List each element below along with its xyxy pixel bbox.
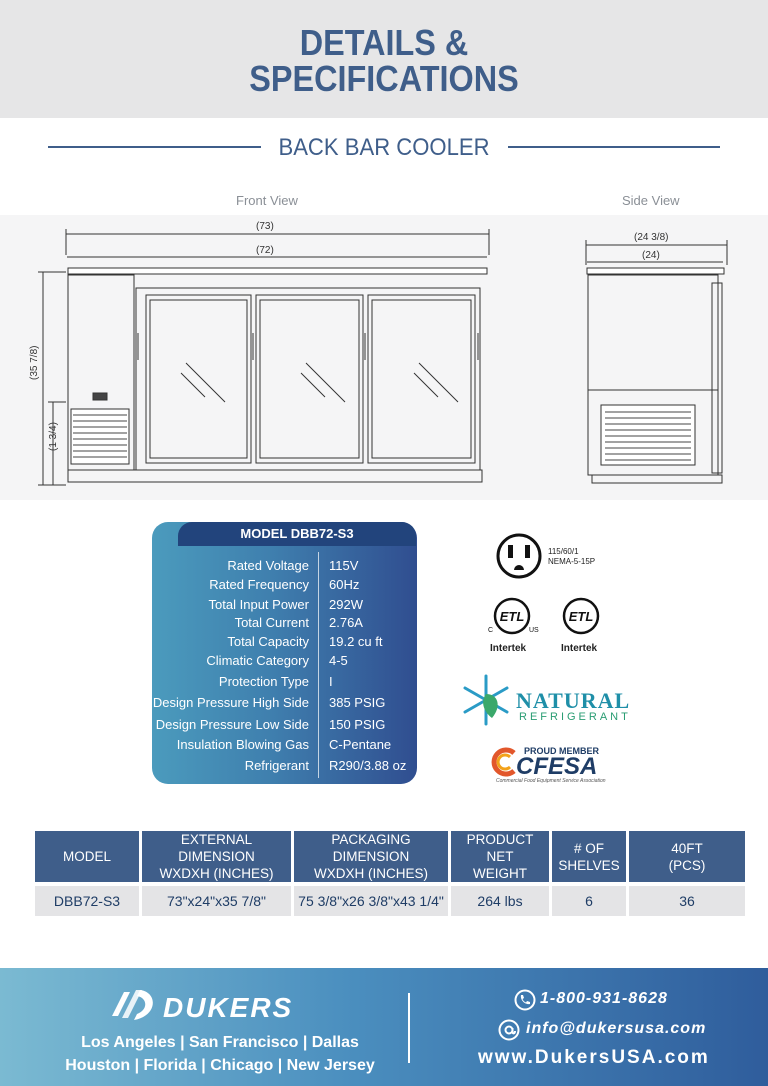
spec-row-climatic [152,653,417,673]
spec-row-input-power [152,597,417,617]
cell-external-dimension: 73"x24"x35 7/8" [142,886,291,916]
footer-divider [408,993,410,1063]
dim-base: (1 3/4) [48,422,59,451]
snowflake-leaf-icon [458,672,514,728]
etl-us: US [529,627,539,634]
th-line1: EXTERNAL DIMENSION [178,832,255,864]
cell-40ft: 36 [629,886,745,916]
spec-value: 292W [329,597,363,612]
spec-label: Rated Frequency [209,577,309,592]
spec-value: 150 PSIG [329,717,386,732]
etl-c: C [488,627,494,634]
th-line2: (PCS) [668,857,706,873]
spec-label: Refrigerant [244,758,309,773]
spec-row-blowing-gas [152,737,417,757]
email-icon [498,1019,520,1041]
dim-front-outer: (73) [256,221,274,232]
page-title-line1: DETAILS & [299,22,469,63]
spec-value: 2.76A [329,615,363,630]
th-shelves [552,831,626,882]
th-line1: # OF [573,840,604,856]
th-line2: WEIGHT [473,866,527,881]
cities-line2: Houston | Florida | Chicago | New Jersey [65,1057,375,1074]
spec-label: Insulation Blowing Gas [176,737,309,752]
cfesa-wordmark: CFESA [516,753,598,780]
dukers-logo-icon [104,986,160,1026]
table-header-row [35,831,745,882]
cell-shelves: 6 [552,886,626,916]
header-band [0,0,768,118]
divider-right [508,146,720,148]
natural-subtitle: REFRIGERANT [519,711,631,723]
etl-listed-icon [484,596,540,640]
th-external-dimension [142,831,291,882]
spec-row-high-side [152,695,417,715]
cell-packaging-dimension: 75 3/8"x26 3/8"x43 1/4" [294,886,448,916]
spec-row-refrigerant [152,758,417,778]
spec-value: 4-5 [329,653,348,668]
front-view-cabinet [68,268,487,482]
spec-row-frequency [152,577,417,597]
spec-label: Protection Type [218,674,309,689]
technical-drawing [0,215,768,500]
th-40ft [629,831,745,882]
spec-value: R290/3.88 oz [329,758,407,773]
spec-value: 60Hz [329,577,360,592]
brand-name: DUKERS [163,992,294,1023]
etl-mark-right: ETL [568,609,594,624]
plug-spec-line2: NEMA-5-15P [548,557,596,566]
phone-number[interactable]: 1-800-931-8628 [540,990,668,1007]
spec-label: Rated Voltage [227,558,309,573]
th-line2: WXDXH (INCHES) [314,866,428,881]
etl-right-label: Intertek [561,643,598,654]
spec-label: Design Pressure Low Side [155,717,309,732]
cell-model: DBB72-S3 [35,886,139,916]
etl-sanitation-icon [556,596,606,640]
spec-value: 385 PSIG [329,695,386,710]
spec-label: Design Pressure High Side [152,695,309,710]
side-view-cabinet [587,268,724,483]
front-view-label: Front View [236,193,298,208]
spec-value: C-Pentane [329,737,392,752]
th-net-weight [451,831,549,882]
cfesa-logo-icon [490,747,516,777]
cell-net-weight: 264 lbs [451,886,549,916]
phone-icon [514,989,536,1011]
cfesa-top-text: PROUD MEMBER [524,746,600,756]
spec-row-voltage [152,558,417,578]
cfesa-subtext: Commercial Food Equipment Service Association [496,778,606,784]
th-model [35,831,139,882]
th-line2: SHELVES [558,857,620,873]
spec-value: 19.2 cu ft [329,634,383,649]
spec-card-title: MODEL DBB72-S3 [178,522,416,546]
plug-icon [495,532,543,580]
spec-label: Total Input Power [208,597,309,612]
natural-title: NATURAL [516,688,631,713]
spec-row-protection [152,674,417,694]
th-packaging-dimension [294,831,448,882]
website-link[interactable]: www.DukersUSA.com [478,1047,710,1068]
th-line1: PACKAGING DIMENSION [331,832,411,864]
product-type-title: BACK BAR COOLER [278,134,490,161]
spec-label: Total Current [234,615,309,630]
spec-value: 115V [329,558,359,573]
dim-side-inner: (24) [642,250,660,261]
spec-card [152,522,417,784]
plug-spec-line1: 115/60/1 [548,547,579,556]
table-row [35,886,745,916]
side-view-label: Side View [622,193,680,208]
spec-row-low-side [152,717,417,737]
etl-left-label: Intertek [490,643,527,654]
spec-row-current [152,615,417,635]
dimension-table [32,831,748,916]
th-line1: PRODUCT NET [466,832,534,864]
spec-row-capacity [152,634,417,654]
spec-label: Climatic Category [206,653,309,668]
spec-label: Total Capacity [227,634,309,649]
th-model-line1: MODEL [62,849,111,864]
email-address[interactable]: info@dukersusa.com [526,1020,707,1037]
th-line1: 40FT [671,840,703,856]
page-title-line2: SPECIFICATIONS [249,58,519,99]
spec-value: I [329,674,333,689]
dim-front-inner: (72) [256,245,274,256]
dim-height: (35 7/8) [29,345,40,380]
th-line2: WXDXH (INCHES) [159,866,274,881]
dim-side-outer: (24 3/8) [634,232,669,243]
etl-mark-left: ETL [499,609,525,624]
cities-line1: Los Angeles | San Francisco | Dallas [81,1034,359,1051]
